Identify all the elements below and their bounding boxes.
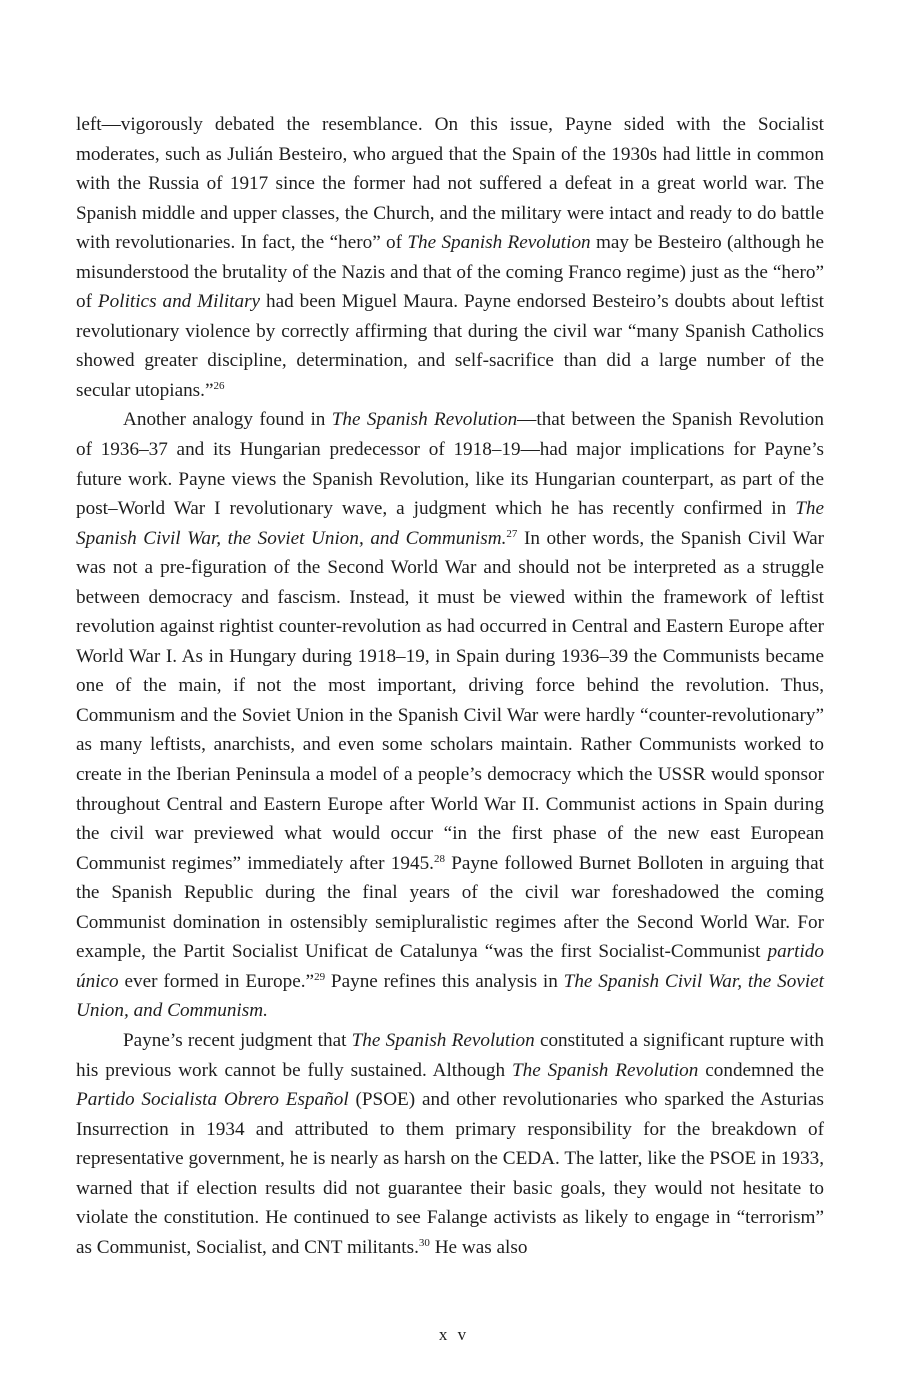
text-run: condemned the xyxy=(698,1059,824,1081)
paragraph-1 xyxy=(76,110,824,405)
text-run: (PSOE) and other revolutionaries who sparked the Asturias Insurrection in 1934 and attributed to them primary responsibility for the breakdown of representative government, he is nearly as harsh on the CEDA. The latter, like the PSOE in 1933, warned that if election results did not guarantee their basic goals, they would not hesitate to violate the constitution. He continued to see Falange activists as likely to engage in “terrorism” as Communist, Socialist, and CNT militants. xyxy=(76,1089,824,1258)
book-title: The Spanish Revolution xyxy=(331,409,518,431)
text-run: He was also xyxy=(429,1236,528,1258)
party-name: Partido Socialista Obrero Español xyxy=(76,1089,349,1111)
book-title: Politics and Military xyxy=(97,291,261,313)
text-run: Payne’s recent judgment that xyxy=(123,1029,352,1051)
book-title: The Spanish Civil War, the Soviet Union, and Communism. xyxy=(76,970,824,1022)
text-run: Payne followed Burnet Bolloten in arguing that the Spanish Republic during the final years of the civil war foreshadowed the coming Communist domination in ostensibly semipluralistic regimes after the Second World War. For example, the Partit Socialist Unificat de Catalunya “was the first Socialist-Communist xyxy=(76,852,824,963)
paragraph-3 xyxy=(76,1026,824,1262)
book-title: The Spanish Revolution xyxy=(511,1059,699,1081)
text-run: had been Miguel Maura. Payne endorsed Besteiro’s doubts about leftist revolutionary violence by correctly affirming that during the civil war “many Spanish Catholics showed greater discipline, determination, and self-sacrifice than did a large number of the secular utopians.” xyxy=(76,291,824,401)
book-title: The Spanish Civil War, the Soviet Union, and Communism. xyxy=(76,498,824,549)
book-title: The Spanish Revolution xyxy=(351,1029,535,1051)
paragraph-2 xyxy=(76,405,824,1025)
text-run: In other words, the Spanish Civil War was not a pre-figuration of the Second World War and should not be interpreted as a struggle between democracy and fascism. Instead, it must be viewed within the framework of leftist revolution against rightist counter-revolution as had occurred in Central and Eastern Europe after World War I. As in Hungary during 1918–19, in Spain during 1936–39 the Communists became one of the main, if not the most important, driving force behind the revolution. Thus, Communism and the Soviet Union in the Spanish Civil War were hardly “counter-revolutionary” as many leftists, anarchists, and even some scholars maintain. Rather Communists worked to create in the Iberian Peninsula a model of a people’s democracy which the USSR would sponsor throughout Central and Eastern Europe after World War II. Communist actions in Spain during the civil war previewed what would occur “in the first phase of the new east European Communist regimes” immediately after 1945. xyxy=(76,527,824,874)
text-run: may be Besteiro (although he misunderstood the brutality of the Nazis and that of the coming Franco regime) just as the “hero” of xyxy=(76,232,824,313)
text-run: ever formed in Europe.” xyxy=(118,970,315,992)
text-run: Payne refines this analysis in xyxy=(325,970,564,992)
page-body xyxy=(76,110,824,1262)
footnote-ref: 30 xyxy=(418,1236,430,1249)
footnote-ref: 28 xyxy=(433,852,445,865)
text-run: constituted a significant rupture with his previous work cannot be fully sustained. Although xyxy=(76,1029,824,1081)
text-run: —that between the Spanish Revolution of 1936–37 and its Hungarian predecessor of 1918–19—had major implications for Payne’s future work. Payne views the Spanish Revolution, like its Hungarian counterpart, as part of the post–World War I revolutionary wave, a judgment which he has recently confirmed in xyxy=(76,409,824,520)
text-run: left—vigorously debated the resemblance. On this issue, Payne sided with the Socialist moderates, such as Julián Besteiro, who argued that the Spain of the 1930s had little in common with the Russia of 1917 since the former had not suffered a defeat in a great world war. The Spanish middle and upper classes, the Church, and the military were intact and ready to do battle with revolutionaries. In fact, the “hero” of xyxy=(76,114,824,254)
foreign-term: partido único xyxy=(76,941,824,992)
footnote-ref: 29 xyxy=(314,970,326,983)
text-run: Another analogy found in xyxy=(123,409,332,431)
footnote-ref: 26 xyxy=(213,379,225,392)
book-title: The Spanish Revolution xyxy=(407,232,591,254)
footnote-ref: 27 xyxy=(506,527,518,540)
page-number: x v xyxy=(438,1325,470,1344)
